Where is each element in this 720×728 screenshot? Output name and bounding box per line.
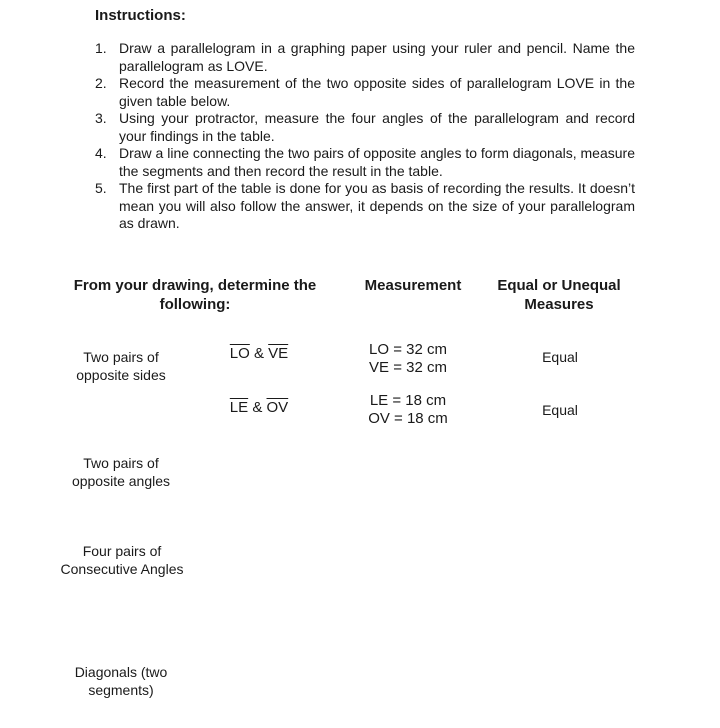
segment-le: $\overline{LE}$ xyxy=(229,399,249,416)
step-text: Draw a parallelogram in a graphing paper using your ruler and pencil. Name the parallelogram as LOVE. xyxy=(119,40,635,74)
step-text: Record the measurement of the two opposite sides of parallelogram LOVE in the given table below. xyxy=(119,75,635,109)
instruction-step xyxy=(95,110,635,145)
measurement-le: LE = 18 cm xyxy=(369,392,447,409)
segment-pair-1 xyxy=(210,345,308,362)
row-label-diagonals: Diagonals (two segments) xyxy=(74,664,168,698)
result-pair-1: Equal xyxy=(542,349,578,365)
step-number: 4. xyxy=(95,145,107,161)
ampersand: & xyxy=(253,345,264,362)
measurement-pair-2 xyxy=(348,392,468,428)
instruction-step xyxy=(95,75,635,110)
step-text: The first part of the table is done for you as basis of recording the results. It doesn’t mean you will also follow the answer, it depends on the size of your parallelogram as drawn. xyxy=(119,180,635,231)
instruction-step xyxy=(95,180,635,233)
row-label-opposite-sides: Two pairs of opposite sides xyxy=(76,349,166,383)
measurement-pair-1 xyxy=(348,341,468,377)
measurement-lo: LO = 32 cm xyxy=(369,341,447,358)
result-pair-2: Equal xyxy=(542,402,578,418)
row-label-opposite-angles: Two pairs of opposite angles xyxy=(71,455,171,489)
header-equal-unequal: Equal or Unequal Measures xyxy=(497,277,621,313)
step-text: Draw a line connecting the two pairs of opposite angles to form diagonals, measure the segments and then record the result in the table. xyxy=(119,145,635,179)
row-label-consecutive-angles: Four pairs of Consecutive Angles xyxy=(60,543,184,577)
measurement-ve: VE = 32 cm xyxy=(369,359,447,376)
instructions-list xyxy=(95,40,635,233)
step-number: 5. xyxy=(95,180,107,196)
segment-pair-2 xyxy=(210,399,308,416)
step-number: 2. xyxy=(95,75,107,91)
segment-ov: $\overline{OV}$ xyxy=(266,399,289,416)
step-text: Using your protractor, measure the four angles of the parallelogram and record your findings in the table. xyxy=(119,110,635,144)
instruction-step xyxy=(95,40,635,75)
step-number: 1. xyxy=(95,40,107,56)
header-determine: From your drawing, determine the following: xyxy=(73,277,317,313)
instructions-heading: Instructions: xyxy=(95,7,186,24)
segment-lo: $\overline{LO}$ xyxy=(229,345,250,362)
ampersand: & xyxy=(252,399,263,416)
header-measurement: Measurement xyxy=(364,277,462,294)
instruction-step xyxy=(95,145,635,180)
segment-ve: $\overline{VE}$ xyxy=(268,345,289,362)
step-number: 3. xyxy=(95,110,107,126)
measurement-ov: OV = 18 cm xyxy=(368,410,448,427)
